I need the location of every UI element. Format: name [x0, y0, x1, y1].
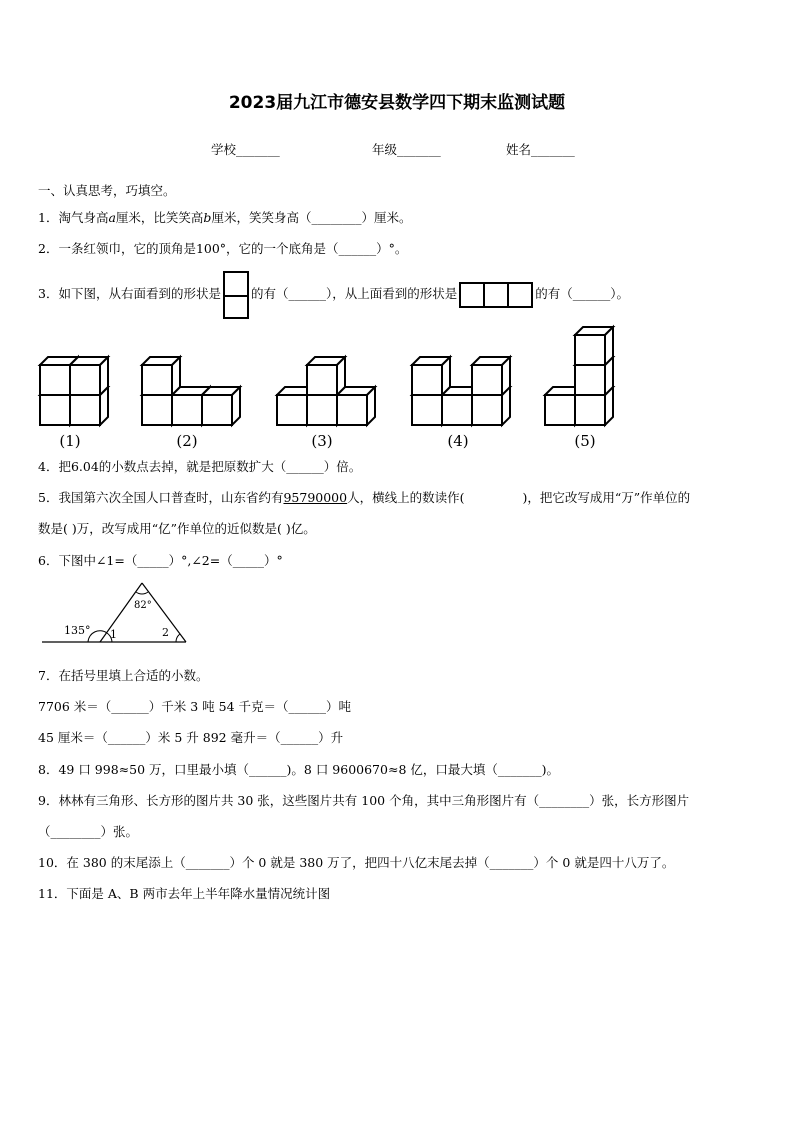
cube-face: [277, 395, 307, 425]
cube-face: [142, 395, 172, 425]
question-9-line2: （________）张。: [38, 824, 139, 839]
grade-field: 年级_______: [372, 142, 441, 157]
cube-label-5: (5): [574, 432, 596, 450]
question-7a: 7706 米＝（______）千米 3 吨 54 千克＝（______）吨: [38, 699, 352, 714]
question-9-line1: 9．林林有三角形、长方形的图片共 30 张，这些图片共有 100 个角，其中三角形图片有（________）张，长方形图片: [38, 793, 690, 808]
top-angle-label: 82°: [134, 600, 152, 611]
question-1: 1．淘气身高a厘米，比笑笑高b厘米，笑笑身高（________）厘米。: [38, 210, 412, 225]
cube-face: [232, 387, 240, 425]
cube-face: [575, 395, 605, 425]
question-5-line2: 数是( )万，改写成用“亿”作单位的近似数是( )亿。: [38, 521, 316, 536]
question-7: 7．在括号里填上合适的小数。: [38, 668, 209, 683]
cube-face: [142, 365, 172, 395]
cube-label-2: (2): [176, 432, 198, 450]
cube-label-4: (4): [447, 432, 469, 450]
angle-2-label: 2: [162, 626, 169, 639]
question-3: 3．如下图，从右面看到的形状是 的有（______），从上面看到的形状是 的有（______）。: [38, 270, 629, 319]
outer-angle-label: 135°: [64, 624, 91, 637]
cube-figures: [30, 320, 630, 452]
question-11: 11．下面是 A、B 两市去年上半年降水量情况统计图: [38, 886, 331, 901]
cube-face: [307, 365, 337, 395]
cube-face: [502, 357, 510, 395]
question-6: 6．下图中∠1=（_____）°,∠2=（_____）°: [38, 553, 283, 568]
cube-face: [442, 357, 450, 395]
cube-face: [172, 357, 180, 395]
cube-face: [70, 395, 100, 425]
question-2: 2．一条红领巾，它的顶角是100°，它的一个底角是（______）°。: [38, 241, 408, 256]
page-title: 2023届九江市德安县数学四下期末监测试题: [228, 93, 566, 113]
cube-face: [412, 365, 442, 395]
side-view-shape: [223, 271, 249, 319]
cube-face: [100, 357, 108, 395]
cube-face: [367, 387, 375, 425]
question-4: 4．把6.04的小数点去掉，就是把原数扩大（______）倍。: [38, 459, 362, 474]
cube-face: [575, 335, 605, 365]
cube-face: [337, 395, 367, 425]
cube-face: [70, 365, 100, 395]
cube-face: [412, 395, 442, 425]
cube-face: [337, 357, 345, 395]
cube-face: [442, 395, 472, 425]
question-10: 10．在 380 的末尾添上（_______）个 0 就是 380 万了，把四十八亿末尾去掉（_______）个 0 就是四十八万了。: [38, 855, 675, 870]
angle-1-label: 1: [110, 628, 117, 641]
cube-face: [40, 365, 70, 395]
cube-face: [472, 395, 502, 425]
cube-label-3: (3): [311, 432, 333, 450]
triangle-figure: [40, 578, 200, 650]
cube-face: [40, 395, 70, 425]
cube-face: [545, 395, 575, 425]
question-7b: 45 厘米＝（______）米 5 升 892 毫升＝（______）升: [38, 730, 344, 745]
question-8: 8．49 口 998≈50 万，口里最小填（______)。8 口 9600670≈8 亿，口最大填（_______)。: [38, 762, 559, 777]
cube-face: [575, 365, 605, 395]
section-heading: 一、认真思考，巧填空。: [38, 183, 176, 198]
school-field: 学校_______: [211, 142, 280, 157]
cube-label-1: (1): [59, 432, 81, 450]
name-field: 姓名_______: [506, 142, 575, 157]
cube-face: [202, 395, 232, 425]
cube-face: [172, 395, 202, 425]
cube-face: [307, 395, 337, 425]
top-view-shape: [459, 282, 533, 308]
question-5-line1: 5．我国第六次全国人口普查时，山东省约有95790000人，横线上的数读作( )，把它改写成用“万”作单位的: [38, 490, 691, 505]
cube-face: [605, 327, 613, 365]
cube-face: [472, 365, 502, 395]
